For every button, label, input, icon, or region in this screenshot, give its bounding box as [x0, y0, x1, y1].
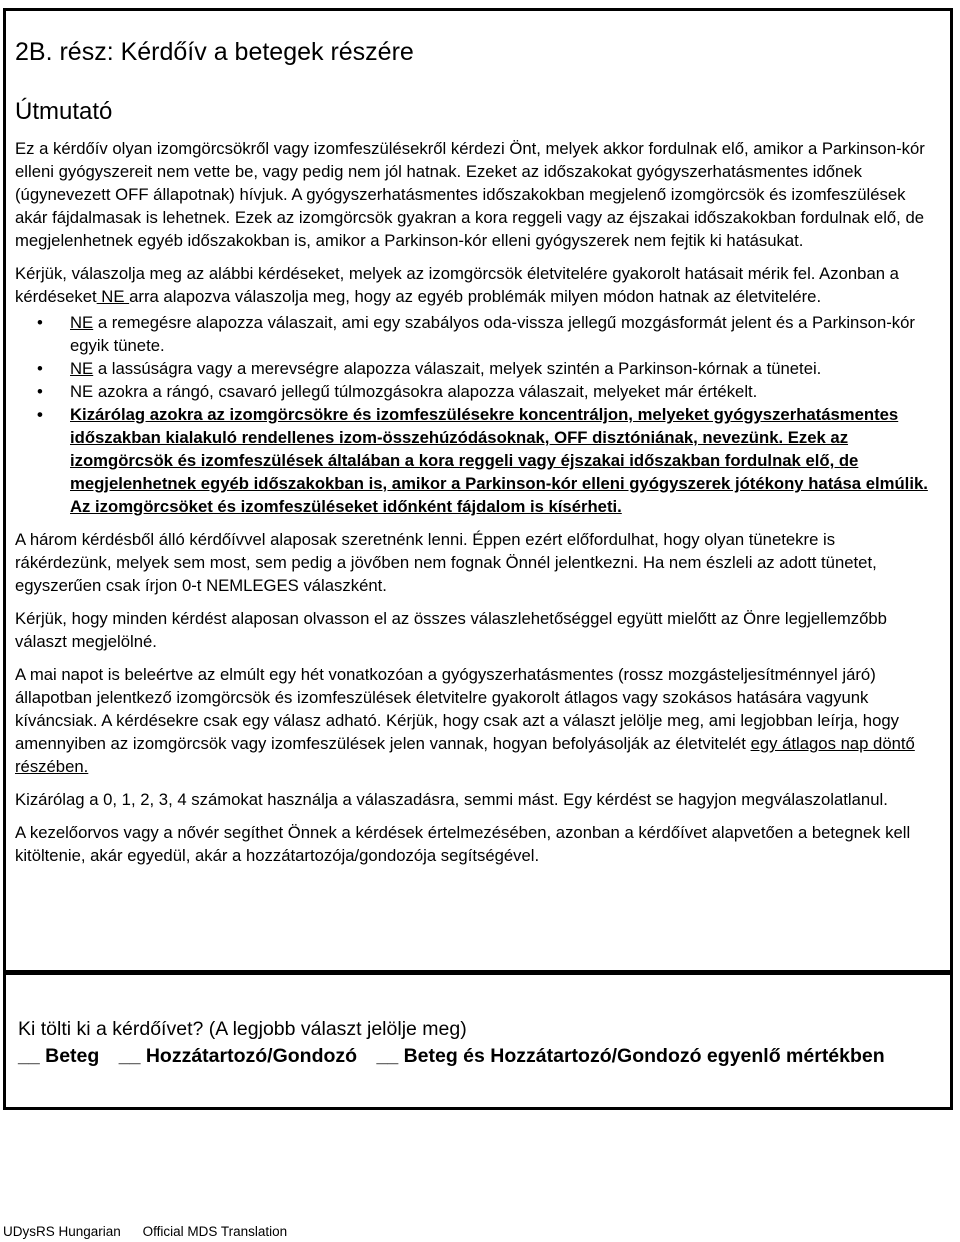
list-item-text: a remegésre alapozza válaszait, ami egy szabályos oda-vissza jellegű mozgásformát jelent és a Parkinson-kór egyik tünete. [70, 313, 915, 355]
page-footer [3, 1224, 305, 1239]
request-text-b: arra alapozva válaszolja meg, hogy az egyéb problémák milyen módon hatnak az életvitelére. [129, 287, 822, 306]
footer-translation: Official MDS Translation [142, 1224, 288, 1239]
paragraph-intro: Ez a kérdőív olyan izomgörcsökről vagy izomfeszülésekről kérdezi Önt, melyek akkor fordulnak elő, amikor a Parkinson-kór elleni gyógyszereit nem vette be, vagy pedig nem jól hatnak. Ezeket az időszakokat gyógyszerhatásmentes időnek (úgynevezett OFF állapotnak) hívjuk. A gyógyszerhatásmentes időszakokban megjelenő izomgörcsök és izomfeszülések akár fájdalmasak is lehetnek. Ezek az izomgörcsök gyakran a kora reggeli vagy az éjszakai időszakokban fordulnak elő, de megjelenhetnek egyéb időszakokban is, amikor a Parkinson-kór elleni gyógyszerek nem fejtik ki hatásukat. [15, 139, 925, 250]
paragraph-request [15, 262, 935, 308]
list-item [15, 311, 935, 357]
respondent-box [3, 972, 953, 1110]
list-item [15, 357, 935, 380]
ne-marker: NE [70, 382, 94, 401]
option-caregiver[interactable]: __ Hozzátartozó/Gondozó [118, 1045, 358, 1067]
list-item-emphasis: • Kizárólag azokra az izomgörcsökre és izomfeszülésekre koncentráljon, melyeket gyógyszerhatásmentes időszakban kialakuló rendellenes izom-összehúzódásoknak, OFF disztóniának, nevezünk. Ezek az izomgörcsök és izomfeszülések általában a kora reggeli vagy éjszakai időszakban fordulnak elő, de megjelenhetnek egyéb időszakokban is, amikor a Parkinson-kór elleni gyógyszerek jótékony hatása elmúlik. Az izomgörcsöket és izomfeszüléseket időnként fájdalom is kísérheti. [15, 403, 935, 518]
respondent-options [18, 1045, 899, 1068]
paragraph-thoroughness: A három kérdésből álló kérdőívvel alaposak szeretnénk lenni. Éppen ezért előfordulhat, hogy olyan tünetekre is rákérdezünk, melyek sem most, sem pedig a jövőben nem fognak Önnél jelentkezni. Ha nem észleli az adott tünetet, egyszerűen csak írjon 0-t NEMLEGES válaszként. [15, 530, 877, 595]
ne-marker: NE [70, 359, 94, 378]
instructions-body [15, 137, 935, 877]
list-item-text: a lassúságra vagy a merevségre alapozza válaszait, melyek szintén a Parkinson-kórnak a tünetei. [93, 359, 822, 378]
request-ne: NE [96, 287, 130, 306]
exclusion-list [15, 311, 935, 518]
paragraph-read-carefully: Kérjük, hogy minden kérdést alaposan olvasson el az összes válaszlehetőséggel együtt mielőtt az Önre legjellemzőbb választ megjelölné. [15, 609, 887, 651]
page-title: 2B. rész: Kérdőív a betegek részére [15, 38, 414, 66]
timeframe-text: A mai napot is beleértve az elmúlt egy hét vonatkozóan a gyógyszerhatásmentes (rossz mozgásteljesítménnyel járó) állapotban jelentkező izomgörcsök és izomfeszülések életvitelre gyakorolt átlagos vagy szokásos hatására vagyunk kíváncsiak. A kérdésekre csak egy válasz adható. Kérjük, hogy csak azt a választ jelölje meg, ami legjobban leírja, hogy amennyiben az izomgörcsök vagy izomfeszülések jelen vannak, hogyan befolyásolják az életvitelét [15, 665, 899, 753]
list-item [15, 380, 935, 403]
paragraph-timeframe [15, 663, 935, 778]
paragraph-scoring: Kizárólag a 0, 1, 2, 3, 4 számokat használja a válaszadásra, semmi mást. Egy kérdést se hagyjon megválaszolatlanul. [15, 790, 888, 809]
option-both[interactable]: __ Beteg és Hozzátartozó/Gondozó egyenlő mértékben [376, 1045, 885, 1067]
request-text-a: Kérjük, válaszolja meg az alábbi kérdéseket, melyek az izomgörcsök életvitelére gyakorolt hatásait mérik fel. Azonban a kérdéseket [15, 264, 899, 306]
timeframe-emphasis: egy átlagos nap döntő részében. [15, 734, 915, 776]
ne-marker: NE [70, 313, 94, 332]
footer-scale-name: UDysRS Hungarian [3, 1224, 121, 1239]
paragraph-assistance: A kezelőorvos vagy a nővér segíthet Önnek a kérdések értelmezésében, azonban a kérdőívet alapvetően a betegnek kell kitöltenie, akár egyedül, akár a hozzátartozója/gondozója segítségével. [15, 823, 911, 865]
list-item-text: azokra a rángó, csavaró jellegű túlmozgásokra alapozza válaszait, melyeket már értékelt. [93, 382, 758, 401]
option-patient[interactable]: __ Beteg [18, 1045, 100, 1067]
respondent-question: Ki tölti ki a kérdőívet? (A legjobb választ jelölje meg) [18, 1018, 467, 1040]
section-subtitle: Útmutató [15, 98, 113, 125]
